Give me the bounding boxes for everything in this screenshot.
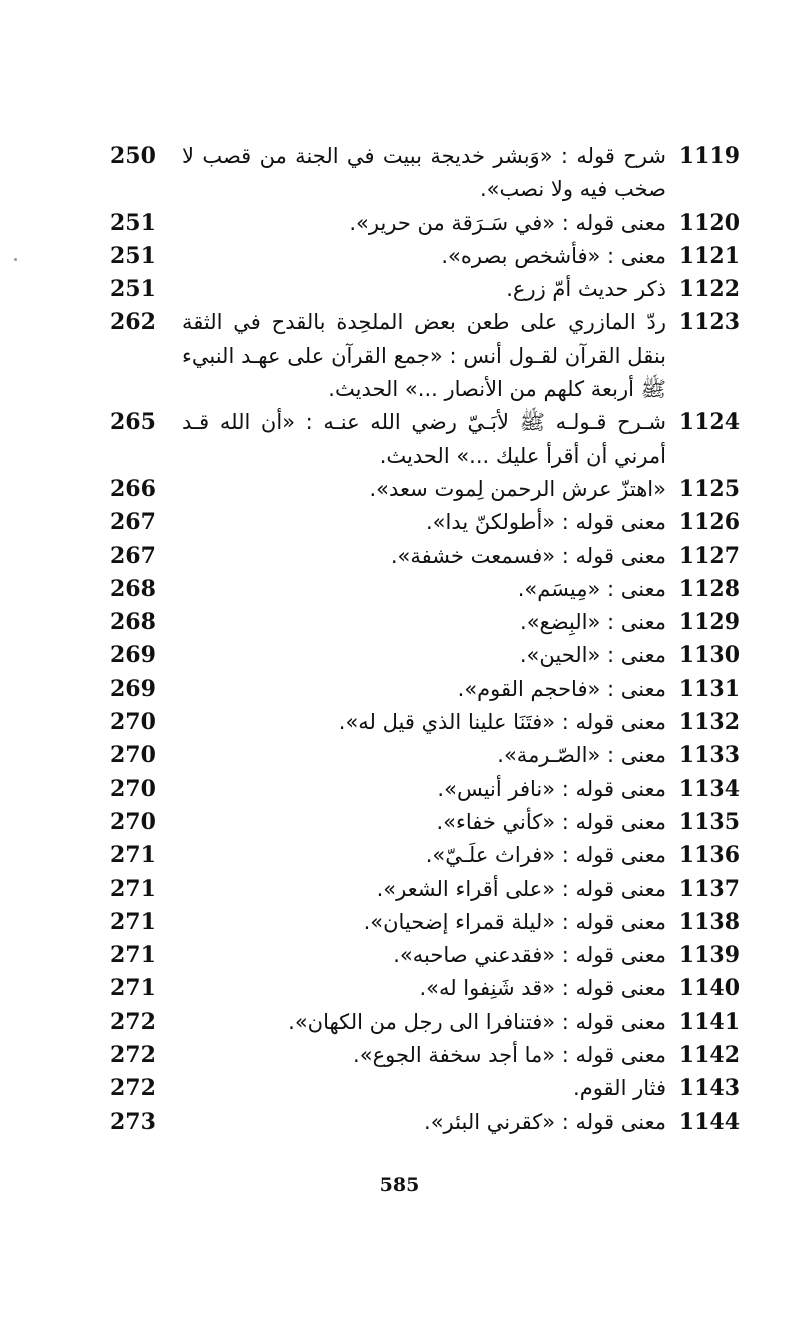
entry-page-number: 271 xyxy=(110,975,156,1002)
index-entry xyxy=(110,939,740,972)
index-entry xyxy=(110,240,740,273)
entry-text: معنى قوله : «أطولكنّ يدا». xyxy=(426,510,666,535)
entry-text: معنى قوله : «في سَـرَقة من حرير». xyxy=(349,210,666,235)
entry-number: 1138 xyxy=(678,908,740,935)
entry-page-number: 251 xyxy=(110,209,156,236)
index-entry xyxy=(110,506,740,539)
entry-text: معنى قوله : «فتَنَا علينا الذي قيل له». xyxy=(338,710,666,735)
entry-number: 1135 xyxy=(678,808,740,835)
entry-number: 1136 xyxy=(678,842,740,869)
entry-number: 1125 xyxy=(678,475,740,502)
entry-text: شرح قوله : «وَبشر خديجة ببيت في الجنة من قصب لا صخب فيه ولا نصب». xyxy=(182,144,666,202)
entry-number: 1121 xyxy=(678,242,740,269)
entry-number: 1140 xyxy=(678,975,740,1002)
index-entry xyxy=(110,972,740,1005)
entry-number: 1137 xyxy=(678,875,740,902)
index-entry xyxy=(110,639,740,672)
entry-text: «اهتزّ عرش الرحمن لِموت سعد». xyxy=(369,476,666,501)
entry-text: معنى قوله : «كأني خفاء». xyxy=(436,809,666,834)
entry-number: 1139 xyxy=(678,942,740,969)
entry-number: 1129 xyxy=(678,609,740,636)
entry-text: معنى : «مِيسَم». xyxy=(517,576,666,601)
index-entry xyxy=(110,1039,740,1072)
entry-page-number: 262 xyxy=(110,309,156,336)
entry-text: فثار القوم. xyxy=(573,1076,666,1101)
entry-text: معنى قوله : «نافر أنيس». xyxy=(437,776,666,801)
entry-number: 1134 xyxy=(678,775,740,802)
entry-page-number: 267 xyxy=(110,542,156,569)
entry-page-number: 267 xyxy=(110,509,156,536)
index-entry xyxy=(110,673,740,706)
entry-page-number: 251 xyxy=(110,276,156,303)
entry-page-number: 269 xyxy=(110,642,156,669)
index-entry xyxy=(110,606,740,639)
entry-number: 1126 xyxy=(678,509,740,536)
entry-text: معنى قوله : «ما أجد سخفة الجوع». xyxy=(353,1043,666,1068)
entry-number: 1119 xyxy=(678,143,740,169)
index-entry xyxy=(110,739,740,772)
entry-page-number: 270 xyxy=(110,742,156,769)
entry-text: شـرح قـولـه ﷺ لأبَـيّ رضي الله عنـه : «أن الله قـد أمرني أن أقرأ عليك ...» الحديث. xyxy=(182,410,666,468)
index-entry xyxy=(110,273,740,306)
entry-text: ذكر حديث أمّ زرع. xyxy=(506,277,666,302)
index-entry xyxy=(110,140,740,207)
index-entry xyxy=(110,207,740,240)
index-entry xyxy=(110,406,740,473)
entry-page-number: 269 xyxy=(110,675,156,702)
index-entry xyxy=(110,806,740,839)
index-entry xyxy=(110,1106,740,1139)
entry-number: 1133 xyxy=(678,742,740,769)
scan-speck xyxy=(14,258,17,261)
entry-text: معنى قوله : «ليلة قمراء إضحيان». xyxy=(363,909,666,934)
entry-number: 1123 xyxy=(678,309,740,336)
entry-number: 1142 xyxy=(678,1042,740,1069)
index-table xyxy=(110,140,740,1139)
entry-page-number: 273 xyxy=(110,1108,156,1135)
entry-text: معنى : «الحين». xyxy=(519,643,666,668)
entry-page-number: 271 xyxy=(110,842,156,869)
entry-page-number: 268 xyxy=(110,609,156,636)
entry-page-number: 250 xyxy=(110,143,156,169)
entry-page-number: 272 xyxy=(110,1042,156,1069)
index-entry xyxy=(110,839,740,872)
entry-text: معنى قوله : «على أقراء الشعر». xyxy=(376,876,666,901)
index-entry xyxy=(110,773,740,806)
entry-text: معنى : «فأشخص بصره». xyxy=(441,243,666,268)
entry-page-number: 271 xyxy=(110,908,156,935)
entry-text: معنى قوله : «كقرني البئر». xyxy=(424,1109,666,1134)
entry-number: 1128 xyxy=(678,575,740,602)
entry-text: معنى : «البِضع». xyxy=(520,610,666,635)
index-entry xyxy=(110,706,740,739)
entry-page-number: 270 xyxy=(110,775,156,802)
entry-number: 1124 xyxy=(678,409,740,436)
entry-text: معنى قوله : «فتنافرا الى رجل من الكهان». xyxy=(288,1009,666,1034)
entry-text: ردّ المازري على طعن بعض الملحِدة بالقدح في الثقة بنقل القرآن لقـول أنس : «جمع القرآن على عهـد النبيء ﷺ أربعة كلهم من الأنصار ...» الحديث. xyxy=(182,310,666,402)
entry-page-number: 271 xyxy=(110,875,156,902)
entry-page-number: 268 xyxy=(110,575,156,602)
entry-text: معنى قوله : «قد شَنِفوا له». xyxy=(419,976,666,1001)
index-entry xyxy=(110,1006,740,1039)
entry-number: 1144 xyxy=(678,1108,740,1135)
entry-page-number: 272 xyxy=(110,1008,156,1035)
entry-number: 1141 xyxy=(678,1008,740,1035)
entry-number: 1122 xyxy=(678,276,740,303)
index-entry xyxy=(110,573,740,606)
entry-text: معنى : «فاحجم القوم». xyxy=(457,676,666,701)
index-entry xyxy=(110,540,740,573)
entry-text: معنى : «الصّـرمة». xyxy=(497,743,666,768)
page-number: 585 xyxy=(379,1174,420,1196)
index-entry xyxy=(110,1072,740,1105)
entry-number: 1143 xyxy=(678,1075,740,1102)
entry-page-number: 251 xyxy=(110,242,156,269)
entry-page-number: 272 xyxy=(110,1075,156,1102)
entry-text: معنى قوله : «فراث علَـيّ». xyxy=(425,843,666,868)
entry-page-number: 270 xyxy=(110,808,156,835)
entry-page-number: 270 xyxy=(110,709,156,736)
index-entry xyxy=(110,306,740,406)
entry-page-number: 266 xyxy=(110,475,156,502)
entry-text: معنى قوله : «فسمعت خشفة». xyxy=(390,543,666,568)
index-entry xyxy=(110,906,740,939)
index-entry xyxy=(110,473,740,506)
entry-number: 1130 xyxy=(678,642,740,669)
entry-number: 1131 xyxy=(678,675,740,702)
entry-text: معنى قوله : «فقدعني صاحبه». xyxy=(393,943,666,968)
index-entry xyxy=(110,873,740,906)
entry-number: 1127 xyxy=(678,542,740,569)
entry-number: 1120 xyxy=(678,209,740,236)
entry-page-number: 265 xyxy=(110,409,156,436)
entry-page-number: 271 xyxy=(110,942,156,969)
entry-number: 1132 xyxy=(678,709,740,736)
